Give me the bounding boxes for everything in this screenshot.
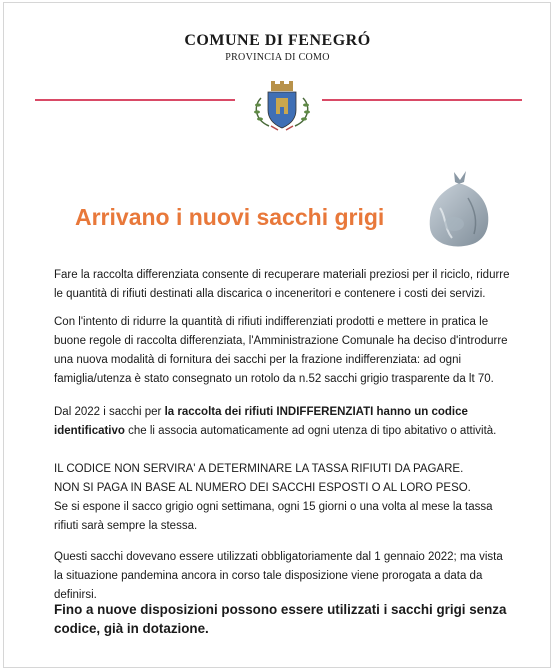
paragraph-intro: Fare la raccolta differenziata consente di recuperare materiali preziosi per il riciclo, ridurre le quantità di rifiuti destinati alla discarica o inceneritori e contenere i costi dei servizi. (54, 269, 510, 300)
paragraph-supply: Con l'intento di ridurre la quantità di rifiuti indifferenziati prodotti e mettere in pratica le buone regole di raccolta differenziata, l'Amministrazione Comunale ha deciso d'introdurre una nuova modalità di fornitura dei sacchi per la frazione indifferenziata: ad ogni famiglia/utenza è stato consegnato un rotolo da n.52 sacchi grigio trasparente da lt 70. (54, 316, 508, 385)
tax-notice-detail: Se si espone il sacco grigio ogni settimana, ogni 15 giorni o una volta al mese la tassa rifiuti sarà sempre la stessa. (54, 501, 493, 532)
headline: Arrivano i nuovi sacchi grigi (75, 204, 385, 230)
province-subtitle: PROVINCIA DI COMO (225, 52, 330, 63)
coat-of-arms-icon (247, 80, 317, 132)
tax-notice-line-2: NON SI PAGA IN BASE AL NUMERO DEI SACCHI ESPOSTI O AL LORO PESO. (54, 482, 471, 494)
paragraph-postponement: Questi sacchi dovevano essere utilizzati obbligatoriamente dal 1 gennaio 2022; ma vista la situazione pandemina ancora in corso tale disposizione viene prorogata a data da definirsi. (54, 551, 503, 601)
tax-notice-line-1: IL CODICE NON SERVIRA' A DETERMINARE LA TASSA RIFIUTI DA PAGARE. (54, 463, 464, 475)
paragraph-tax (54, 460, 514, 536)
paragraph-final-notice: Fino a nuove disposizioni possono essere utilizzati i sacchi grigi senza codice, già in dotazione. (54, 602, 507, 636)
header-rule-right (322, 99, 522, 101)
municipality-title: COMUNE DI FENEGRÓ (184, 32, 371, 49)
paragraph-code (54, 403, 514, 441)
garbage-bag-icon (424, 168, 494, 250)
paragraph-code-end: che li associa automaticamente ad ogni utenza di tipo abitativo o attività. (124, 425, 497, 437)
paragraph-code-bold: la raccolta dei rifiuti INDIFFERENZIATI hanno un codice identificativo (54, 406, 468, 437)
header-rule-left (35, 99, 235, 101)
paragraph-code-start: Dal 2022 i sacchi per (54, 406, 165, 418)
